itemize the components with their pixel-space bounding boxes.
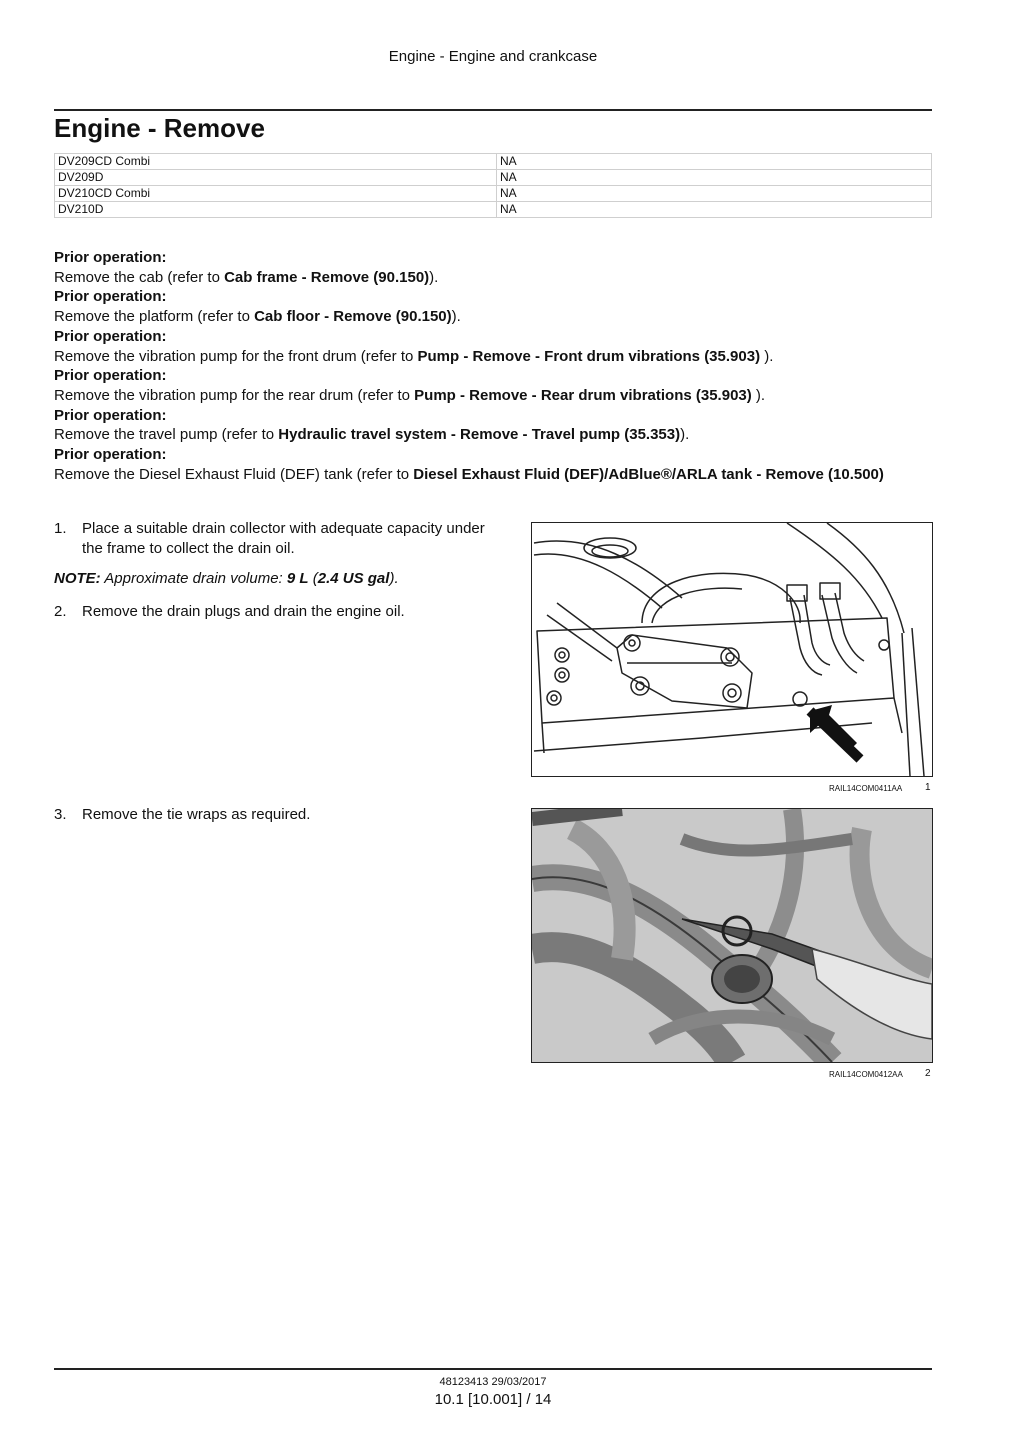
page-title: Engine - Remove (54, 113, 265, 143)
prior-operation-label: Prior operation: (54, 446, 167, 464)
prior-operation-label: Prior operation: (54, 288, 167, 306)
value-cell: NA (497, 170, 932, 186)
prior-operation-label: Prior operation: (54, 327, 167, 345)
step-1 (54, 519, 504, 559)
prior-operation-label: Prior operation: (54, 249, 167, 266)
prior-operation-text: Remove the travel pump (refer to Hydraulic travel system - Remove - Travel pump (35.353)). (54, 426, 690, 444)
reference-link[interactable]: Pump - Remove - Front drum vibrations (35.903) (417, 347, 761, 365)
header-rule (54, 109, 932, 111)
tie-wrap-photo (532, 809, 932, 1062)
note: NOTE: Approximate drain volume: 9 L (2.4 US gal). (54, 570, 399, 587)
step-text: Place a suitable drain collector with adequate capacity under the frame to collect the drain oil. (82, 520, 485, 557)
figure-number: 2 (925, 1068, 931, 1079)
figure-code: RAIL14COM0411AA (829, 784, 903, 793)
step-number: 3. (54, 806, 67, 823)
figure-2-tie-wraps (531, 808, 933, 1063)
footer-page-number: 10.1 [10.001] / 14 (434, 1391, 552, 1408)
footer-rule (54, 1368, 932, 1370)
reference-link[interactable]: Hydraulic travel system - Remove - Travel pump (35.353) (278, 426, 681, 444)
table-row (55, 186, 932, 202)
reference-link[interactable]: Cab floor - Remove (90.150) (254, 308, 452, 326)
prior-operation-label: Prior operation: (54, 367, 167, 385)
note-value: 9 L (286, 570, 309, 587)
model-applicability-table (54, 153, 932, 218)
value-cell: NA (497, 202, 932, 218)
running-header: Engine - Engine and crankcase (388, 48, 598, 65)
note-value-us: 2.4 US gal (317, 570, 390, 587)
model-cell: DV209D (55, 170, 497, 186)
figure-1-drain-plug (531, 522, 933, 777)
drain-plug-illustration (532, 523, 932, 776)
prior-operation-label: Prior operation: (54, 406, 167, 424)
footer-document-code: 48123413 29/03/2017 (439, 1376, 547, 1388)
step-text: Remove the drain plugs and drain the engine oil. (82, 603, 405, 620)
step-3 (54, 805, 504, 825)
prior-operation-text: Remove the vibration pump for the rear drum (refer to Pump - Remove - Rear drum vibrations (35.903) ). (54, 386, 766, 404)
table-row (55, 202, 932, 218)
reference-link[interactable]: Cab frame - Remove (90.150) (224, 268, 430, 286)
step-text: Remove the tie wraps as required. (82, 806, 311, 823)
value-cell: NA (497, 186, 932, 202)
prior-operation-text: Remove the cab (refer to Cab frame - Remove (90.150)). (54, 268, 439, 286)
reference-link[interactable]: Pump - Remove - Rear drum vibrations (35.903) (414, 386, 752, 404)
note-text: Approximate drain volume: (104, 570, 287, 587)
model-cell: DV210D (55, 202, 497, 218)
prior-operations (54, 248, 934, 484)
table-row (55, 170, 932, 186)
value-cell: NA (497, 154, 932, 170)
model-cell: DV209CD Combi (55, 154, 497, 170)
figure-number: 1 (925, 782, 931, 793)
step-2 (54, 602, 504, 622)
figure-code: RAIL14COM0412AA (829, 1070, 903, 1079)
reference-link[interactable]: Diesel Exhaust Fluid (DEF)/AdBlue®/ARLA tank - Remove (10.500) (413, 465, 884, 483)
prior-operation-text: Remove the vibration pump for the front drum (refer to Pump - Remove - Front drum vibrations (35.903) ). (54, 347, 774, 365)
step-number: 1. (54, 520, 67, 537)
model-cell: DV210CD Combi (55, 186, 497, 202)
table-row (55, 154, 932, 170)
note-label: NOTE: (54, 570, 101, 587)
step-number: 2. (54, 603, 67, 620)
prior-operation-text: Remove the platform (refer to Cab floor - Remove (90.150)). (54, 308, 461, 326)
prior-operation-text: Remove the Diesel Exhaust Fluid (DEF) tank (refer to Diesel Exhaust Fluid (DEF)/AdBlue®/ARLA tank - Remove (10.500) (54, 465, 884, 483)
